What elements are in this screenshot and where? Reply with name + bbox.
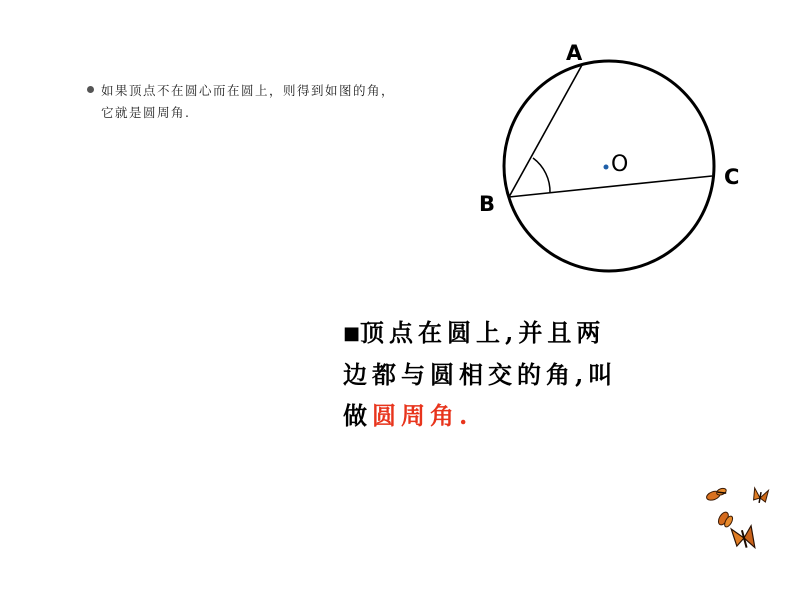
definition-text [343,312,683,436]
butterfly-icon [731,524,757,552]
label-a: A [566,41,583,65]
angle-arc [533,158,550,193]
term-period: . [459,401,473,430]
label-o: O [611,152,629,177]
butterfly-icon [716,510,734,529]
note-line-1: 如果顶点不在圆心而在圆上，则得到如图的角， [101,83,396,98]
butterfly-icon [752,488,768,504]
definition-line-1 [343,312,683,354]
label-c: C [724,165,740,189]
definition-line-3-prefix: 做 [343,401,372,430]
center-dot-icon [604,165,609,170]
square-bullet-icon: ■ [343,323,361,344]
definition-line-1-text: 顶点在圆上,并且两 [360,318,606,347]
label-b: B [479,192,496,216]
butterflies-decoration [702,480,782,560]
definition-line-2: 边都与圆相交的角,叫 [343,360,618,389]
chord-ba [509,65,582,197]
term-highlight: 圆周角 [372,401,459,430]
definition-line-3 [343,395,683,436]
circle [504,61,714,271]
chord-bc [509,176,712,197]
note-line-2: 它就是圆周角. [101,105,191,120]
butterfly-icon [705,487,727,502]
